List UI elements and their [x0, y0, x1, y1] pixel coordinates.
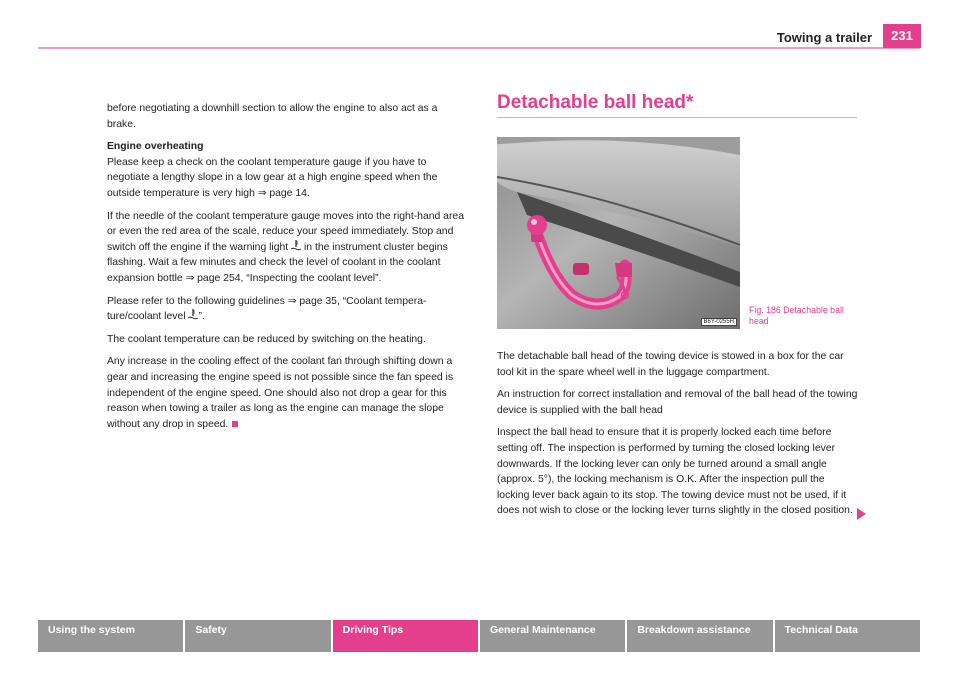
right-column — [497, 349, 859, 526]
tab-safety[interactable]: Safety — [185, 620, 330, 652]
figure-caption: Fig. 186 Detachable ball head — [749, 305, 844, 326]
tab-general-maintenance[interactable]: General Maintenance — [480, 620, 625, 652]
end-of-section-icon — [232, 421, 238, 427]
chapter-title: Towing a trailer — [776, 30, 872, 45]
paragraph: before negotiating a downhill section to allow the engine to also act as a brake. — [107, 103, 438, 130]
coolant-temperature-icon — [188, 309, 198, 320]
text-span: If the needle of the coolant temperature gauge moves into the right-hand area or even the red area of the scale, reduce your speed immediately. Stop and switch off the engine if the warning light — [107, 210, 464, 253]
paragraph: The detachable ball head of the towing device is stowed in a box for the car tool kit in the spare wheel well in the luggage compartment. — [497, 351, 844, 378]
text-span: Any increase in the cooling effect of the coolant fan through shifting down a gear and increasing the engine speed is not possible since the fan speed is independent of the engine speed. One should also not drop a gear for this reason when towing a trailer as long as the engine can manage the slope without any drop in speed. — [107, 356, 454, 430]
coolant-temperature-icon — [291, 240, 301, 251]
header-rule — [38, 47, 920, 49]
paragraph: The coolant temperature can be reduced by switching on the heating. — [107, 333, 426, 345]
paragraph — [107, 209, 469, 287]
tab-breakdown-assistance[interactable]: Breakdown assistance — [627, 620, 772, 652]
text-span: in the instrument cluster begins flashing. Wait a few minutes and check the level of coolant in the coolant expansion bottle ⇒ page 254, “Inspecting the coolant level”. — [107, 241, 448, 284]
tab-using-the-system[interactable]: Using the system — [38, 620, 183, 652]
section-title: Detachable ball head* — [497, 92, 694, 113]
page-number: 231 — [883, 24, 921, 48]
paragraph — [107, 354, 469, 432]
tab-driving-tips[interactable]: Driving Tips — [333, 620, 478, 652]
left-column — [107, 101, 469, 439]
figure-ball-head — [497, 137, 740, 329]
figure-code: B6Y-0255H — [701, 318, 737, 326]
text-span: ”. — [198, 311, 205, 323]
next-page-arrow-icon[interactable] — [857, 508, 866, 520]
paragraph: Inspect the ball head to ensure that it is properly locked each time before setting off. The inspection is performed by turning the closed locking lever downwards. If the locking lever can only be turned around a small angle (approx. 5°), the locking mechanism is O.K. After the inspection pull the locking lever back again to its stop. The towing device must not be used, if it does not wish to close or the locking lever turns slightly in the closed position. — [497, 427, 853, 517]
subheading: Engine overheating — [107, 141, 204, 153]
tab-technical-data[interactable]: Technical Data — [775, 620, 920, 652]
text-span: Please refer to the following guidelines ⇒ page 35, “Coolant tempera-ture/coolant level — [107, 295, 427, 323]
section-rule — [497, 117, 857, 118]
paragraph: An instruction for correct installation and removal of the ball head of the towing device is supplied with the ball head — [497, 389, 858, 416]
ball-head-illustration — [497, 137, 740, 329]
paragraph: Please keep a check on the coolant temperature gauge if you have to negotiate a lengthy slope in a low gear at a high engine speed when the outside temperature is very high ⇒ page 14. — [107, 156, 438, 199]
paragraph — [107, 294, 469, 325]
footer-nav — [38, 620, 920, 652]
